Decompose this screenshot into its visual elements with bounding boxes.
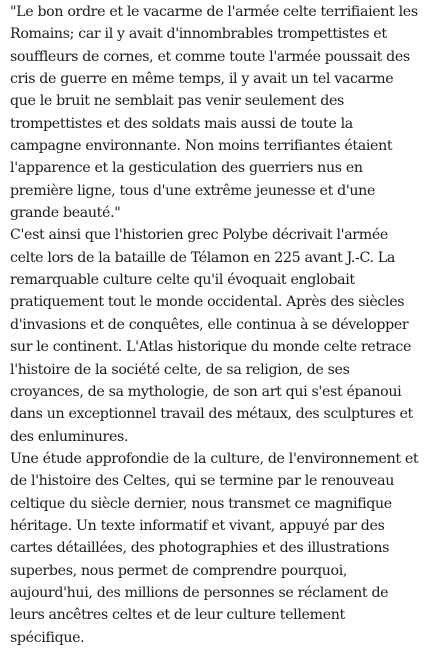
quote-paragraph: "Le bon ordre et le vacarme de l'armée celte terrifiaient les Romains; car il y avait d'innombrables trompettistes et souffleurs de cornes, et comme toute l'armée poussait des cris de guerre en même temps, il y avait un tel vacarme que le bruit ne semblait pas venir seulement des trompettistes et des soldats mais aussi de toute la campagne environnante. Non moins terrifiantes étaient l'apparence et la gesticulation des guerriers nus en première ligne, tous d'une extrême jeunesse et d'une grande beauté." bbox=[10, 4, 418, 222]
context-paragraph: C'est ainsi que l'historien grec Polybe décrivait l'armée celte lors de la bataille de Télamon en 225 avant J.-C. La remarquable culture celte qu'il évoquait englobait pratiquement tout le monde occidental. Après des siècles d'invasions et de conquêtes, elle continua à se développer sur le continent. L'Atlas historique du monde celte retrace l'histoire de la société celte, de sa religion, de ses croyances, de sa mythologie, de son art qui s'est épanoui dans un exceptionnel travail des métaux, des sculptures et des enluminures. bbox=[10, 227, 413, 445]
summary-paragraph: Une étude approfondie de la culture, de l'environnement et de l'histoire des Celtes, qui se termine par le renouveau celtique du siècle dernier, nous transmet ce magnifique héritage. Un texte informatif et vivant, appuyé par des cartes détaillées, des photographies et des illustrations superbes, nous permet de comprendre pourquoi, aujourd'hui, des millions de personnes se réclament de leurs ancêtres celtes et de leur culture tellement spécifique. bbox=[10, 450, 419, 646]
description-text bbox=[10, 1, 422, 649]
